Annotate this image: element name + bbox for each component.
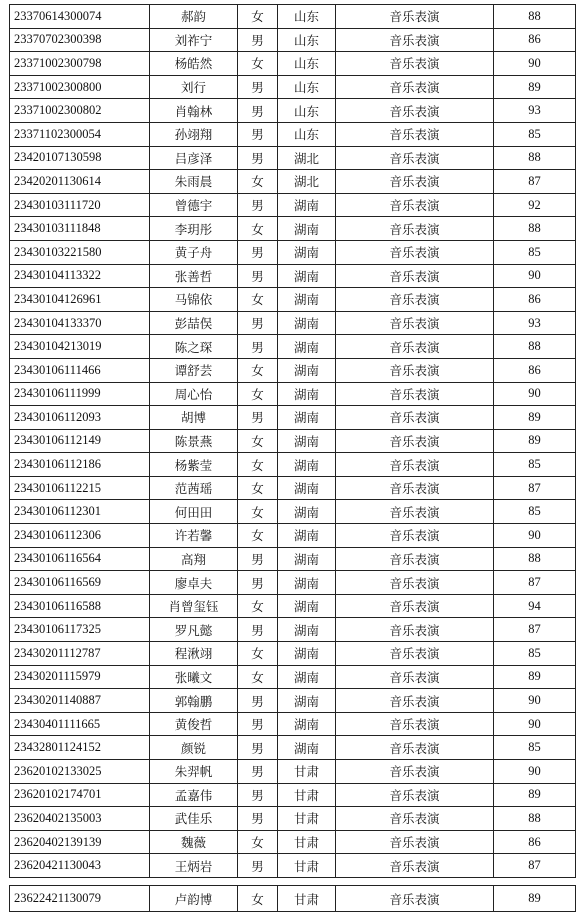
candidate-name: 黄子舟 [150, 240, 238, 264]
candidate-province: 山东 [278, 5, 336, 29]
candidate-gender: 男 [238, 193, 278, 217]
candidate-province: 湖南 [278, 217, 336, 241]
candidate-score: 93 [494, 311, 576, 335]
candidate-major: 音乐表演 [336, 618, 494, 642]
admission-table-body [10, 5, 576, 878]
candidate-id: 23430106112149 [10, 429, 150, 453]
candidate-name: 孟嘉伟 [150, 783, 238, 807]
candidate-id: 23430103221580 [10, 240, 150, 264]
table-row [10, 524, 576, 548]
candidate-gender: 男 [238, 807, 278, 831]
table-row [10, 886, 576, 912]
candidate-gender: 女 [238, 665, 278, 689]
table-row [10, 358, 576, 382]
candidate-id: 23370702300398 [10, 28, 150, 52]
candidate-gender: 男 [238, 618, 278, 642]
candidate-id: 23430106116588 [10, 594, 150, 618]
table-row [10, 854, 576, 878]
candidate-score: 90 [494, 52, 576, 76]
candidate-province: 湖南 [278, 453, 336, 477]
candidate-province: 湖北 [278, 146, 336, 170]
table-row [10, 500, 576, 524]
candidate-id: 23430106112301 [10, 500, 150, 524]
candidate-major: 音乐表演 [336, 476, 494, 500]
candidate-score: 88 [494, 807, 576, 831]
candidate-name: 黄俊哲 [150, 712, 238, 736]
candidate-province: 山东 [278, 99, 336, 123]
table-row [10, 5, 576, 29]
candidate-id: 23620102133025 [10, 760, 150, 784]
candidate-score: 90 [494, 712, 576, 736]
candidate-province: 山东 [278, 28, 336, 52]
table-row [10, 288, 576, 312]
candidate-id: 23620421130043 [10, 854, 150, 878]
candidate-score: 89 [494, 429, 576, 453]
candidate-name: 陈景燕 [150, 429, 238, 453]
table-row [10, 594, 576, 618]
candidate-name: 程湫翊 [150, 642, 238, 666]
table-row [10, 830, 576, 854]
candidate-score: 88 [494, 217, 576, 241]
candidate-score: 90 [494, 760, 576, 784]
candidate-major: 音乐表演 [336, 335, 494, 359]
table-row [10, 665, 576, 689]
candidate-province: 山东 [278, 122, 336, 146]
candidate-major: 音乐表演 [336, 264, 494, 288]
candidate-province: 湖南 [278, 429, 336, 453]
candidate-major: 音乐表演 [336, 524, 494, 548]
candidate-province: 湖南 [278, 618, 336, 642]
candidate-score: 90 [494, 689, 576, 713]
candidate-name: 许若馨 [150, 524, 238, 548]
candidate-province: 湖南 [278, 547, 336, 571]
candidate-id: 23430401111665 [10, 712, 150, 736]
candidate-gender: 女 [238, 453, 278, 477]
candidate-gender: 女 [238, 429, 278, 453]
candidate-score: 88 [494, 5, 576, 29]
candidate-name: 陈之琛 [150, 335, 238, 359]
table-row [10, 736, 576, 760]
candidate-score: 85 [494, 122, 576, 146]
candidate-province: 湖南 [278, 712, 336, 736]
candidate-score: 92 [494, 193, 576, 217]
candidate-province: 湖南 [278, 193, 336, 217]
candidate-id: 23620402139139 [10, 830, 150, 854]
candidate-id: 23430103111848 [10, 217, 150, 241]
candidate-id: 23371102300054 [10, 122, 150, 146]
candidate-name: 颜锐 [150, 736, 238, 760]
candidate-gender: 女 [238, 500, 278, 524]
candidate-major: 音乐表演 [336, 5, 494, 29]
candidate-name: 胡博 [150, 406, 238, 430]
candidate-major: 音乐表演 [336, 240, 494, 264]
candidate-id: 23430104213019 [10, 335, 150, 359]
candidate-major: 音乐表演 [336, 500, 494, 524]
candidate-major: 音乐表演 [336, 736, 494, 760]
candidate-id: 23420107130598 [10, 146, 150, 170]
candidate-gender: 女 [238, 886, 278, 912]
candidate-score: 87 [494, 476, 576, 500]
table-row [10, 547, 576, 571]
candidate-name: 孙翊翔 [150, 122, 238, 146]
candidate-gender: 男 [238, 571, 278, 595]
candidate-province: 湖南 [278, 571, 336, 595]
candidate-score: 85 [494, 240, 576, 264]
candidate-name: 魏薇 [150, 830, 238, 854]
candidate-gender: 男 [238, 783, 278, 807]
candidate-score: 89 [494, 406, 576, 430]
candidate-score: 86 [494, 358, 576, 382]
candidate-gender: 男 [238, 335, 278, 359]
candidate-id: 23430201115979 [10, 665, 150, 689]
candidate-name: 肖翰林 [150, 99, 238, 123]
candidate-score: 86 [494, 288, 576, 312]
candidate-id: 23370614300074 [10, 5, 150, 29]
candidate-name: 彭喆俣 [150, 311, 238, 335]
candidate-score: 85 [494, 500, 576, 524]
candidate-score: 89 [494, 75, 576, 99]
candidate-score: 90 [494, 524, 576, 548]
candidate-name: 谭舒芸 [150, 358, 238, 382]
candidate-major: 音乐表演 [336, 146, 494, 170]
candidate-gender: 女 [238, 524, 278, 548]
candidate-score: 93 [494, 99, 576, 123]
candidate-score: 90 [494, 264, 576, 288]
table-row [10, 406, 576, 430]
candidate-province: 湖南 [278, 500, 336, 524]
candidate-gender: 女 [238, 642, 278, 666]
table-row [10, 689, 576, 713]
candidate-province: 湖南 [278, 476, 336, 500]
candidate-province: 山东 [278, 52, 336, 76]
candidate-score: 86 [494, 830, 576, 854]
candidate-gender: 男 [238, 240, 278, 264]
candidate-name: 马锦依 [150, 288, 238, 312]
candidate-province: 湖南 [278, 382, 336, 406]
candidate-major: 音乐表演 [336, 382, 494, 406]
table-row [10, 807, 576, 831]
candidate-major: 音乐表演 [336, 594, 494, 618]
candidate-score: 89 [494, 886, 576, 912]
candidate-province: 甘肃 [278, 760, 336, 784]
candidate-id: 23430104133370 [10, 311, 150, 335]
candidate-gender: 男 [238, 99, 278, 123]
candidate-gender: 男 [238, 75, 278, 99]
candidate-province: 湖南 [278, 665, 336, 689]
table-row [10, 453, 576, 477]
candidate-score: 85 [494, 453, 576, 477]
candidate-gender: 男 [238, 311, 278, 335]
candidate-gender: 男 [238, 146, 278, 170]
candidate-gender: 男 [238, 712, 278, 736]
candidate-id: 23430106112215 [10, 476, 150, 500]
candidate-province: 湖北 [278, 170, 336, 194]
candidate-gender: 男 [238, 736, 278, 760]
candidate-id: 23430106117325 [10, 618, 150, 642]
candidate-province: 湖南 [278, 240, 336, 264]
candidate-gender: 女 [238, 52, 278, 76]
table-row [10, 75, 576, 99]
candidate-gender: 男 [238, 760, 278, 784]
candidate-name: 曾德宇 [150, 193, 238, 217]
candidate-score: 90 [494, 382, 576, 406]
candidate-major: 音乐表演 [336, 193, 494, 217]
candidate-province: 湖南 [278, 406, 336, 430]
candidate-name: 范茜瑶 [150, 476, 238, 500]
candidate-province: 湖南 [278, 358, 336, 382]
candidate-score: 94 [494, 594, 576, 618]
candidate-id: 23430201112787 [10, 642, 150, 666]
table-row [10, 429, 576, 453]
candidate-major: 音乐表演 [336, 571, 494, 595]
candidate-major: 音乐表演 [336, 689, 494, 713]
table-row [10, 760, 576, 784]
table-row [10, 264, 576, 288]
candidate-id: 23371002300800 [10, 75, 150, 99]
candidate-province: 湖南 [278, 594, 336, 618]
candidate-major: 音乐表演 [336, 406, 494, 430]
candidate-id: 23622421130079 [10, 886, 150, 912]
candidate-major: 音乐表演 [336, 712, 494, 736]
candidate-gender: 女 [238, 594, 278, 618]
candidate-province: 湖南 [278, 335, 336, 359]
candidate-gender: 女 [238, 5, 278, 29]
candidate-name: 李玥彤 [150, 217, 238, 241]
candidate-score: 87 [494, 170, 576, 194]
candidate-major: 音乐表演 [336, 547, 494, 571]
candidate-major: 音乐表演 [336, 429, 494, 453]
candidate-name: 郭翰鹏 [150, 689, 238, 713]
candidate-major: 音乐表演 [336, 453, 494, 477]
table-row [10, 571, 576, 595]
table-row [10, 28, 576, 52]
candidate-province: 山东 [278, 75, 336, 99]
candidate-id: 23432801124152 [10, 736, 150, 760]
candidate-name: 卢韵博 [150, 886, 238, 912]
candidate-gender: 男 [238, 28, 278, 52]
table-row [10, 146, 576, 170]
candidate-name: 杨紫莹 [150, 453, 238, 477]
candidate-name: 朱雨晨 [150, 170, 238, 194]
candidate-name: 张善哲 [150, 264, 238, 288]
candidate-gender: 女 [238, 288, 278, 312]
candidate-id: 23371002300798 [10, 52, 150, 76]
candidate-gender: 女 [238, 358, 278, 382]
candidate-major: 音乐表演 [336, 760, 494, 784]
table-row [10, 217, 576, 241]
candidate-province: 湖南 [278, 288, 336, 312]
candidate-major: 音乐表演 [336, 99, 494, 123]
candidate-id: 23420201130614 [10, 170, 150, 194]
candidate-score: 87 [494, 571, 576, 595]
candidate-name: 高翔 [150, 547, 238, 571]
candidate-id: 23430103111720 [10, 193, 150, 217]
candidate-name: 王炳岩 [150, 854, 238, 878]
candidate-gender: 女 [238, 217, 278, 241]
candidate-province: 甘肃 [278, 783, 336, 807]
candidate-gender: 男 [238, 854, 278, 878]
table-row [10, 170, 576, 194]
admission-table-continued [9, 885, 576, 912]
table-row [10, 712, 576, 736]
candidate-major: 音乐表演 [336, 75, 494, 99]
candidate-major: 音乐表演 [336, 170, 494, 194]
candidate-gender: 女 [238, 476, 278, 500]
candidate-name: 郝韵 [150, 5, 238, 29]
candidate-province: 湖南 [278, 689, 336, 713]
candidate-id: 23430104113322 [10, 264, 150, 288]
candidate-id: 23430106112093 [10, 406, 150, 430]
candidate-id: 23430106116564 [10, 547, 150, 571]
candidate-name: 朱羿帆 [150, 760, 238, 784]
table-row [10, 52, 576, 76]
table-row [10, 193, 576, 217]
candidate-major: 音乐表演 [336, 783, 494, 807]
candidate-id: 23430106111466 [10, 358, 150, 382]
candidate-name: 杨皓然 [150, 52, 238, 76]
candidate-province: 甘肃 [278, 807, 336, 831]
candidate-name: 武佳乐 [150, 807, 238, 831]
candidate-province: 湖南 [278, 524, 336, 548]
candidate-id: 23430106111999 [10, 382, 150, 406]
candidate-major: 音乐表演 [336, 311, 494, 335]
candidate-id: 23620402135003 [10, 807, 150, 831]
candidate-score: 89 [494, 783, 576, 807]
table-row [10, 335, 576, 359]
candidate-score: 87 [494, 854, 576, 878]
candidate-name: 肖曾玺钰 [150, 594, 238, 618]
candidate-name: 刘行 [150, 75, 238, 99]
candidate-gender: 男 [238, 547, 278, 571]
candidate-name: 罗凡懿 [150, 618, 238, 642]
candidate-score: 85 [494, 736, 576, 760]
table-row [10, 382, 576, 406]
table-row [10, 311, 576, 335]
candidate-gender: 女 [238, 830, 278, 854]
candidate-major: 音乐表演 [336, 642, 494, 666]
admission-table [9, 4, 576, 878]
candidate-score: 85 [494, 642, 576, 666]
candidate-gender: 男 [238, 122, 278, 146]
candidate-major: 音乐表演 [336, 28, 494, 52]
candidate-province: 湖南 [278, 736, 336, 760]
candidate-id: 23430106112186 [10, 453, 150, 477]
candidate-gender: 男 [238, 406, 278, 430]
candidate-major: 音乐表演 [336, 122, 494, 146]
candidate-id: 23620102174701 [10, 783, 150, 807]
candidate-gender: 男 [238, 689, 278, 713]
candidate-province: 甘肃 [278, 854, 336, 878]
table-row [10, 122, 576, 146]
candidate-id: 23430201140887 [10, 689, 150, 713]
table-row [10, 618, 576, 642]
candidate-gender: 男 [238, 264, 278, 288]
candidate-score: 89 [494, 665, 576, 689]
candidate-name: 张曦文 [150, 665, 238, 689]
candidate-major: 音乐表演 [336, 807, 494, 831]
candidate-id: 23430106112306 [10, 524, 150, 548]
candidate-province: 甘肃 [278, 830, 336, 854]
candidate-id: 23430104126961 [10, 288, 150, 312]
candidate-province: 湖南 [278, 311, 336, 335]
candidate-major: 音乐表演 [336, 665, 494, 689]
candidate-gender: 女 [238, 382, 278, 406]
candidate-score: 86 [494, 28, 576, 52]
candidate-name: 何田田 [150, 500, 238, 524]
candidate-name: 周心怡 [150, 382, 238, 406]
candidate-major: 音乐表演 [336, 358, 494, 382]
candidate-major: 音乐表演 [336, 854, 494, 878]
candidate-name: 廖卓夫 [150, 571, 238, 595]
candidate-major: 音乐表演 [336, 830, 494, 854]
candidate-score: 88 [494, 335, 576, 359]
table-row [10, 642, 576, 666]
candidate-major: 音乐表演 [336, 886, 494, 912]
table-row [10, 783, 576, 807]
candidate-name: 刘祚宁 [150, 28, 238, 52]
candidate-province: 湖南 [278, 642, 336, 666]
candidate-province: 湖南 [278, 264, 336, 288]
table-row [10, 476, 576, 500]
candidate-id: 23371002300802 [10, 99, 150, 123]
candidate-gender: 女 [238, 170, 278, 194]
candidate-score: 88 [494, 547, 576, 571]
candidate-major: 音乐表演 [336, 288, 494, 312]
candidate-score: 88 [494, 146, 576, 170]
candidate-province: 甘肃 [278, 886, 336, 912]
candidate-major: 音乐表演 [336, 217, 494, 241]
table-row [10, 99, 576, 123]
candidate-major: 音乐表演 [336, 52, 494, 76]
candidate-name: 吕彦泽 [150, 146, 238, 170]
table-row [10, 240, 576, 264]
candidate-id: 23430106116569 [10, 571, 150, 595]
candidate-score: 87 [494, 618, 576, 642]
